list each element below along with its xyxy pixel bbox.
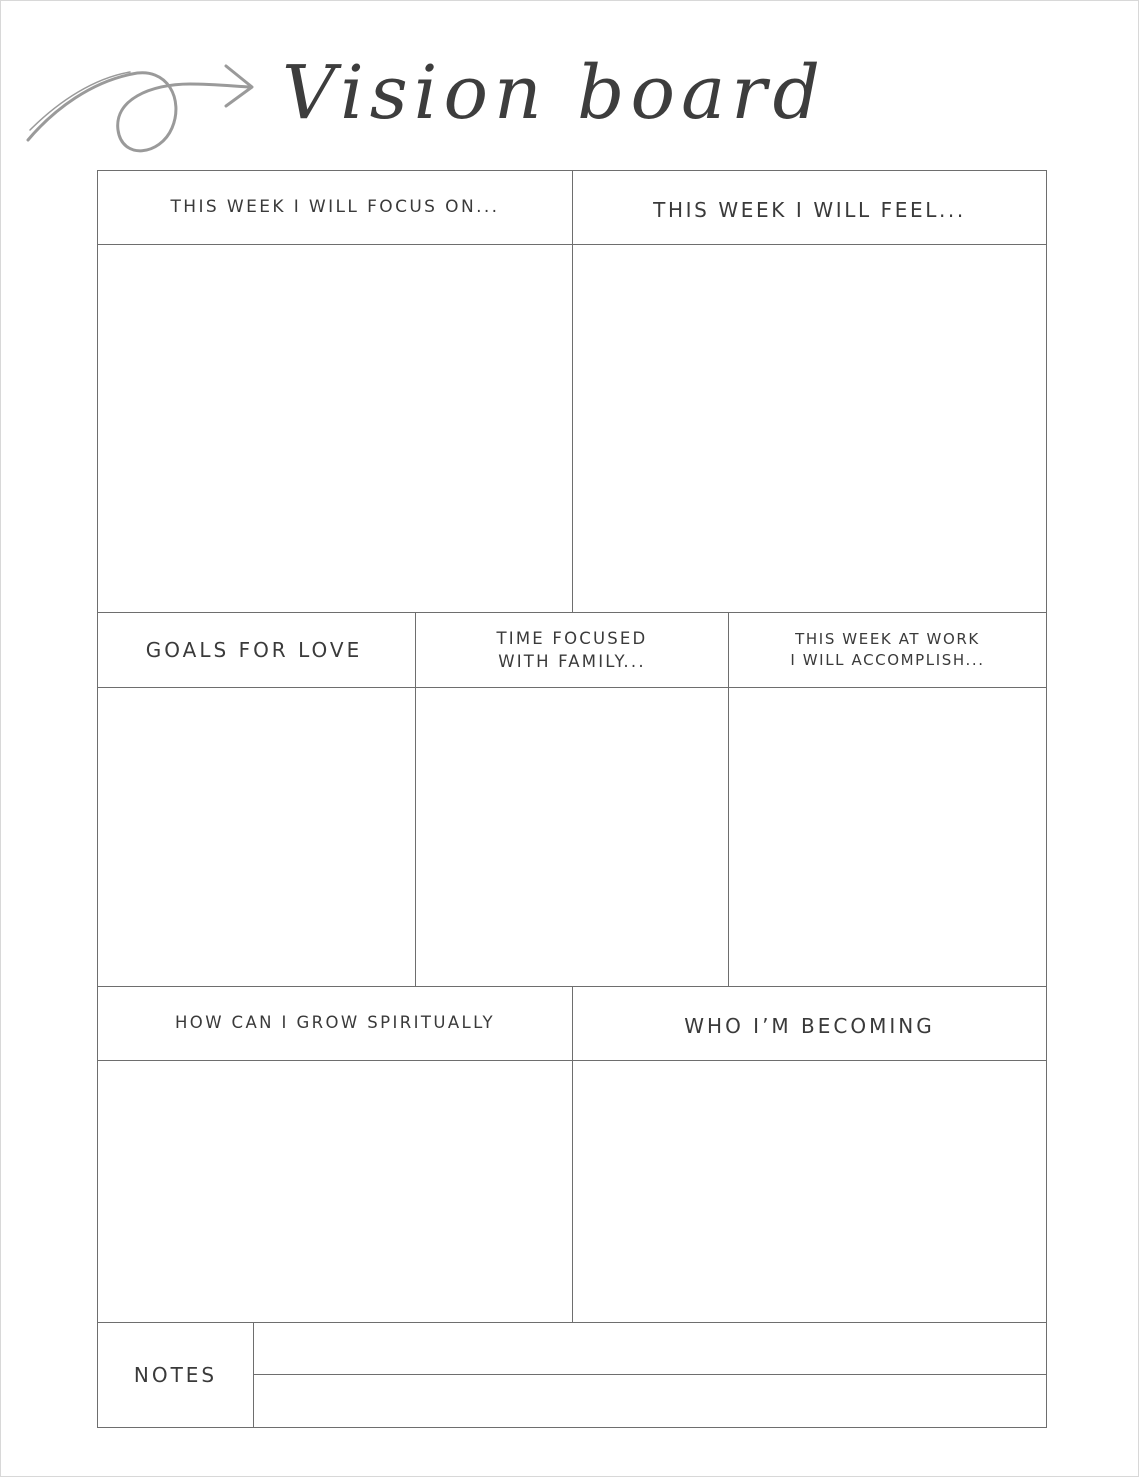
feel-heading: THIS WEEK I WILL FEEL... bbox=[653, 197, 966, 222]
focus-heading: THIS WEEK I WILL FOCUS ON... bbox=[170, 196, 500, 217]
becoming-heading: WHO I’M BECOMING bbox=[684, 1014, 935, 1038]
focus-box[interactable] bbox=[98, 245, 572, 612]
work-heading: THIS WEEK AT WORK I WILL ACCOMPLISH... bbox=[790, 630, 985, 669]
love-heading: GOALS FOR LOVE bbox=[145, 638, 363, 662]
feel-box[interactable] bbox=[573, 245, 1046, 612]
header-art bbox=[0, 0, 1140, 170]
spiritual-box[interactable] bbox=[98, 1061, 572, 1322]
swirl-arrow-icon bbox=[28, 66, 252, 151]
love-box[interactable] bbox=[98, 688, 415, 986]
notes-box[interactable] bbox=[254, 1323, 1046, 1427]
page-title: Vision board bbox=[282, 50, 826, 136]
work-box[interactable] bbox=[729, 688, 1046, 986]
notes-heading: NOTES bbox=[133, 1363, 218, 1387]
family-heading: TIME FOCUSED WITH FAMILY... bbox=[496, 628, 648, 671]
becoming-box[interactable] bbox=[573, 1061, 1046, 1322]
spiritual-heading: HOW CAN I GROW SPIRITUALLY bbox=[175, 1013, 495, 1033]
vision-board-grid bbox=[97, 170, 1047, 1428]
family-box[interactable] bbox=[416, 688, 728, 986]
